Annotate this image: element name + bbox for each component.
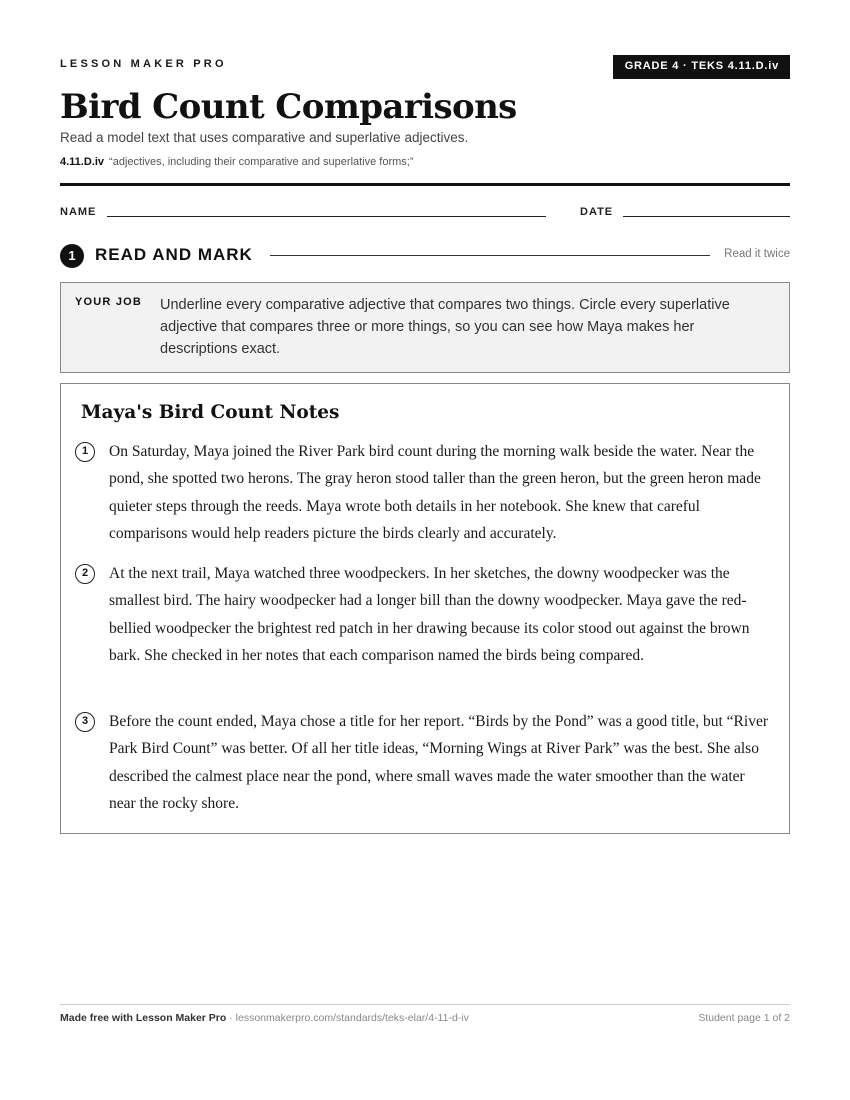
standard-code: 4.11.D.iv <box>60 156 105 168</box>
paragraph-number: 2 <box>75 564 95 584</box>
instructions-label: YOUR JOB <box>75 296 143 308</box>
paragraph-text: Before the count ended, Maya chose a title for her report. “Birds by the Pond” was a good title, but “River Park Bird Count” was better. Of all her title ideas, “Morning Wings at River Park” was the best. She also described the calmest place near the pond, where small waves made the water smoother than the water near the rocky shore. <box>109 713 768 813</box>
page-title: Bird Count Comparisons <box>60 87 517 127</box>
paragraph-text: At the next trail, Maya watched three woodpeckers. In her sketches, the downy woodpecker was the smallest bird. The hairy woodpecker had a longer bill than the downy woodpecker. Maya gave the red-bellied woodpecker the brightest red patch in her drawing because its color stood out against the brown bark. She checked in her notes that each comparison named the birds being compared. <box>109 565 750 665</box>
name-label: NAME <box>60 206 97 218</box>
reading-passage-box <box>60 383 790 834</box>
instructions-text: Underline every comparative adjective that compares two things. Circle every superlative adjective that compares three or more things, so you can see how Maya makes her descriptions exact. <box>160 297 730 357</box>
brand-name: LESSON MAKER PRO <box>60 58 227 70</box>
section-header <box>60 243 790 267</box>
paragraph-number: 3 <box>75 712 95 732</box>
footer-divider <box>60 1004 790 1005</box>
worksheet-page <box>60 0 790 1100</box>
header-divider <box>60 183 790 186</box>
section-divider <box>270 255 710 256</box>
footer-url[interactable]: · lessonmakerpro.com/standards/teks-elar/4-11-d-iv <box>226 1012 469 1024</box>
grade-badge: GRADE 4 · TEKS 4.11.D.iv <box>613 55 790 79</box>
passage-title: Maya's Bird Count Notes <box>81 402 340 423</box>
footer-credit <box>60 1012 469 1024</box>
footer-brand: Made free with Lesson Maker Pro <box>60 1012 227 1024</box>
page-subtitle: Read a model text that uses comparative and superlative adjectives. <box>60 130 469 145</box>
date-field[interactable] <box>623 216 790 217</box>
paragraph-text: On Saturday, Maya joined the River Park bird count during the morning walk beside the water. Near the pond, she spotted two herons. The gray heron stood taller than the green heron, but the green heron made quieter steps through the reeds. Maya wrote both details in her notebook. She knew that careful comparisons would help readers picture the birds clearly and accurately. <box>109 443 761 543</box>
section-title: READ AND MARK <box>95 245 253 264</box>
instructions-box <box>60 282 790 373</box>
standard-text: “adjectives, including their comparative and superlative forms;” <box>109 156 414 168</box>
paragraph-number: 1 <box>75 442 95 462</box>
section-number-badge: 1 <box>60 244 84 268</box>
date-label: DATE <box>580 206 614 218</box>
name-field[interactable] <box>107 216 546 217</box>
footer-page-number: Student page 1 of 2 <box>698 1012 790 1024</box>
standard-line <box>60 156 414 168</box>
section-note: Read it twice <box>724 248 790 260</box>
